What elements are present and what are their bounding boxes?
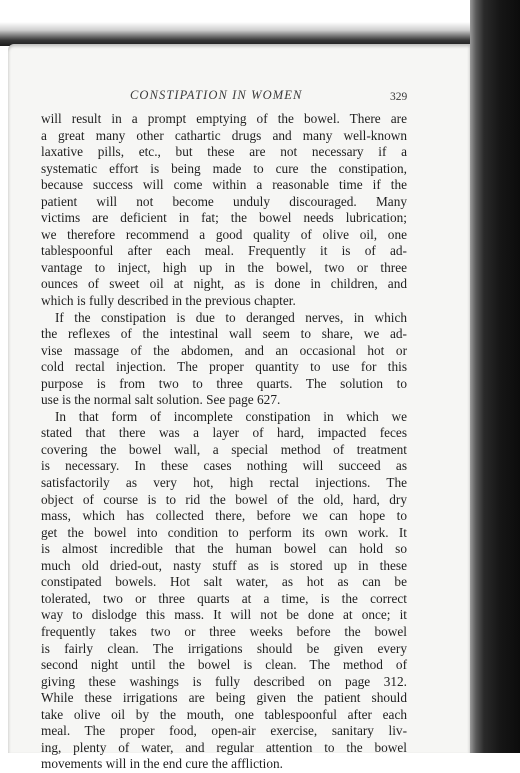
text-line: cold rectal injection. The proper quantity to use for this [41,359,407,375]
text-line: object of course is to rid the bowel of the old, hard, dry [41,491,407,507]
text-line: stated that there was a layer of hard, impacted feces [41,425,407,441]
text-line: mass, which has collected there, before we can hope to [41,508,407,524]
text-line: way to dislodge this mass. It will not be done at once; it [41,607,407,623]
text-line: is fairly clean. The irrigations should be given every [41,640,407,656]
text-line: tablespoonful after each meal. Frequently it is of ad- [41,243,407,259]
text-line: satisfactorily as very hot, high rectal injections. The [41,475,407,491]
text-line: systematic effort is being made to cure the constipation, [41,160,407,176]
text-line: laxative pills, etc., but these are not necessary if a [41,144,407,160]
text-line: is necessary. In these cases nothing will succeed as [41,458,407,474]
book-edge [470,0,520,753]
text-line: patient will not become unduly discouraged. Many [41,193,407,209]
text-line: is almost incredible that the human bowel can hold so [41,541,407,557]
text-line: movements will in the end cure the affliction. [41,756,283,772]
paragraph [41,310,407,409]
text-line: vise massage of the abdomen, and an occasional hot or [41,342,407,358]
text-line: much old dried-out, nasty stuff as is stored up in these [41,557,407,573]
text-line: will result in a prompt emptying of the bowel. There are [41,111,407,126]
text-line: ing, plenty of water, and regular attention to the bowel [41,739,407,755]
page-number: 329 [390,91,408,103]
text-line: meal. The proper food, open-air exercise, sanitary liv- [41,723,407,739]
paragraph [41,409,407,773]
text-line: constipated bowels. Hot salt water, as hot as can be [41,574,407,590]
text-line: tolerated, two or three quarts at a time, is the correct [41,590,407,606]
text-line: second night until the bowel is clean. The method of [41,657,407,673]
top-shadow [0,0,520,46]
text-line: we therefore recommend a good quality of olive oil, one [41,226,407,242]
text-line: the reflexes of the intestinal wall seem to share, we ad- [41,326,407,342]
text-line: because success will come within a reasonable time if the [41,177,407,193]
text-line: which is fully described in the previous chapter. [41,293,296,309]
text-line: purpose is from two to three quarts. The solution to [41,375,407,391]
text-line: giving these washings is fully described on page 312. [41,673,407,689]
text-line: In that form of incomplete constipation in which we [55,408,407,424]
body-text [41,111,407,773]
text-line: ounces of sweet oil at night, as is done in children, and [41,276,407,292]
text-line: vantage to inject, high up in the bowel, two or three [41,259,407,275]
paragraph [41,111,407,310]
text-line: a great many other cathartic drugs and many well-known [41,127,407,143]
running-head: CONSTIPATION IN WOMEN [130,88,303,102]
text-line: If the constipation is due to deranged nerves, in which [55,309,407,325]
text-line: covering the bowel wall, a special method of treatment [41,441,407,457]
text-line: frequently takes two or three weeks before the bowel [41,623,407,639]
text-line: take olive oil by the mouth, one tablespoonful after each [41,706,407,722]
text-line: get the bowel into condition to perform its own work. It [41,524,407,540]
text-line: victims are deficient in fat; the bowel needs lubrication; [41,210,407,226]
text-line: use is the normal salt solution. See page 627. [41,392,281,408]
text-line: While these irrigations are being given the patient should [41,690,407,706]
